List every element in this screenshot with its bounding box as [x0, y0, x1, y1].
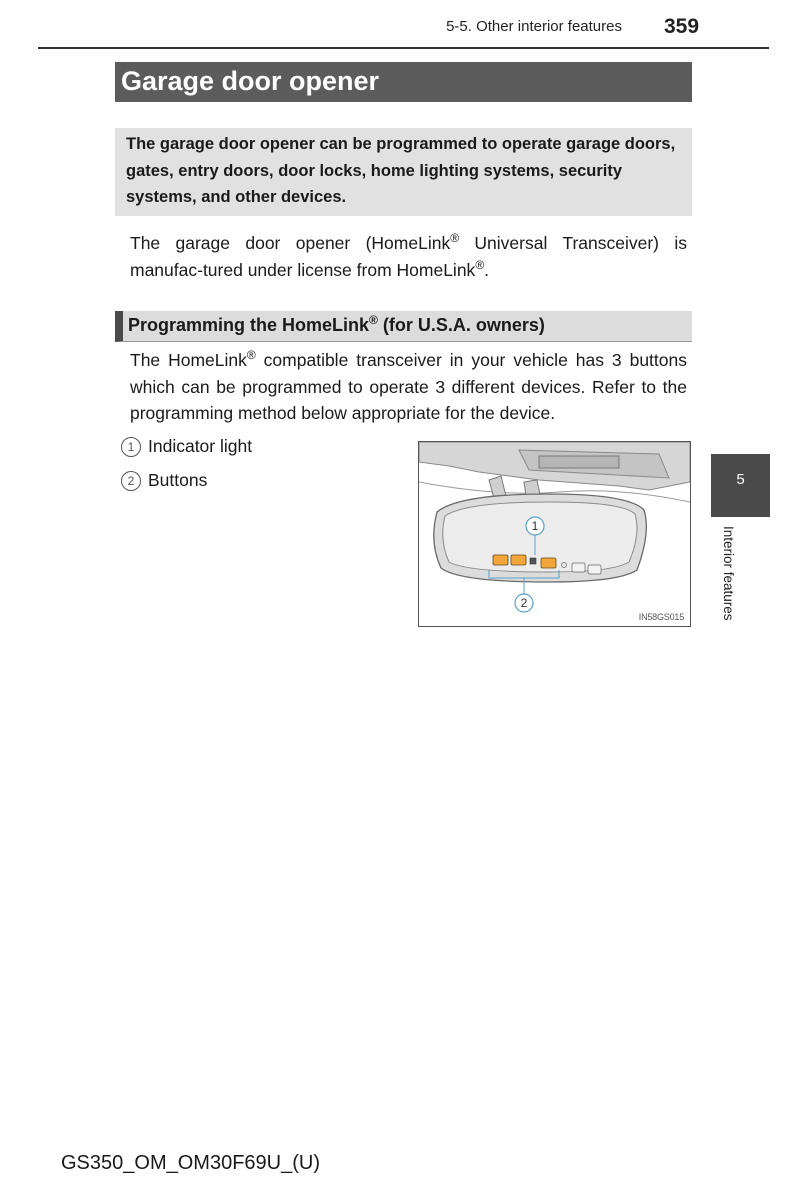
page-title: Garage door opener: [115, 62, 692, 102]
intro-summary: The garage door opener can be programmed to operate garage doors, gates, entry doors, door locks, home lighting systems, security systems, and other devices.: [115, 128, 692, 216]
callout-1-label: 1: [531, 519, 539, 533]
mirror-drawing: [419, 442, 690, 626]
legend-item-indicator-light: [121, 436, 252, 457]
homelink-button-2: [511, 555, 526, 565]
indicator-light: [530, 558, 536, 564]
intro-paragraph: The garage door opener (HomeLink® Universal Transceiver) is manufac-tured under license from HomeLink®.: [130, 231, 687, 280]
callout-number-icon: 2: [121, 471, 141, 491]
section-heading: Programming the HomeLink® (for U.S.A. owners): [115, 311, 692, 342]
rearview-mirror-illustration: [418, 441, 691, 627]
homelink-button-3: [541, 558, 556, 568]
homelink-button-1: [493, 555, 508, 565]
page-number: 359: [664, 15, 700, 38]
document-code: GS350_OM_OM30F69U_(U): [61, 1152, 320, 1174]
callout-number-icon: 1: [121, 437, 141, 457]
legend-label: Indicator light: [148, 436, 253, 456]
callout-2-label: 2: [520, 596, 528, 610]
chapter-tab: 5: [711, 454, 770, 517]
legend-item-buttons: [121, 470, 207, 491]
section-title: 5-5. Other interior features: [446, 18, 622, 35]
legend-label: Buttons: [148, 470, 208, 490]
programming-paragraph: The HomeLink® compatible transceiver in your vehicle has 3 buttons which can be programmed to operate 3 different devices. Refer to the programming method below appropriate for the device.: [130, 348, 687, 423]
figure-id: IN58GS015: [638, 612, 684, 622]
chapter-label: Interior features: [721, 526, 736, 621]
header-divider: [38, 47, 769, 49]
